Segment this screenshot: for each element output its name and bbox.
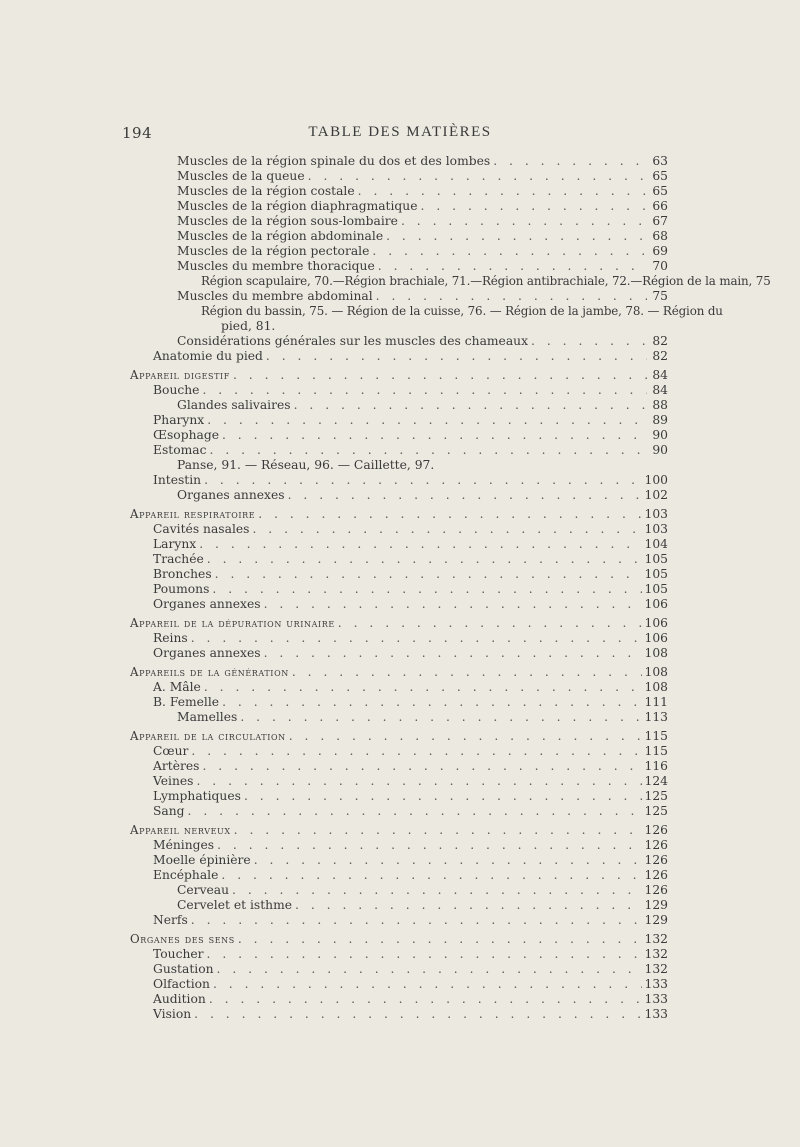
entry-label: Estomac bbox=[153, 443, 207, 457]
page-ref: 126 bbox=[644, 883, 668, 897]
dot-leader bbox=[258, 507, 641, 522]
entry-label: Reins bbox=[153, 631, 188, 645]
entry-label: Œsophage bbox=[153, 428, 219, 442]
entry-label: Muscles de la région pectorale bbox=[177, 244, 370, 258]
page-ref: 70 bbox=[652, 259, 668, 273]
entry-label: Anatomie du pied bbox=[153, 349, 263, 363]
page-ref: 105 bbox=[644, 567, 668, 581]
dot-leader bbox=[202, 759, 641, 774]
toc-section bbox=[130, 823, 668, 838]
toc-entry bbox=[153, 913, 668, 928]
entry-label: Bronches bbox=[153, 567, 212, 581]
page-ref: 100 bbox=[644, 473, 668, 487]
dot-leader bbox=[212, 582, 641, 597]
toc-subentry: pied, 81. bbox=[221, 319, 276, 333]
page-ref: 67 bbox=[652, 214, 668, 228]
toc-entry bbox=[153, 646, 668, 661]
dot-leader bbox=[254, 853, 642, 868]
page-ref: 63 bbox=[652, 154, 668, 168]
dot-leader bbox=[207, 947, 642, 962]
dot-leader bbox=[386, 229, 647, 244]
dot-leader bbox=[232, 883, 641, 898]
toc-entry bbox=[177, 154, 668, 169]
entry-label: Audition bbox=[153, 992, 206, 1006]
page-ref: 133 bbox=[644, 977, 668, 991]
entry-label: Mamelles bbox=[177, 710, 238, 724]
page-ref: 126 bbox=[644, 868, 668, 882]
toc-entry bbox=[177, 898, 668, 913]
toc-entry bbox=[153, 962, 668, 977]
toc-entry bbox=[153, 789, 668, 804]
entry-label: Organes annexes bbox=[177, 488, 285, 502]
entry-label: Muscles de la région costale bbox=[177, 184, 355, 198]
entry-label: Bouche bbox=[153, 383, 200, 397]
page-ref: 108 bbox=[644, 680, 668, 694]
page-ref: 66 bbox=[652, 199, 668, 213]
entry-label: Appareil de la dépuration urinaire bbox=[130, 616, 335, 630]
dot-leader bbox=[210, 443, 647, 458]
dot-leader bbox=[240, 710, 641, 725]
toc-entry bbox=[153, 383, 668, 398]
dot-leader bbox=[217, 962, 642, 977]
page-ref: 84 bbox=[652, 383, 668, 397]
dot-leader bbox=[264, 597, 642, 612]
toc-entry bbox=[177, 184, 668, 199]
toc-entry bbox=[153, 349, 668, 364]
page-ref: 132 bbox=[644, 947, 668, 961]
toc-entry bbox=[153, 947, 668, 962]
entry-label: Larynx bbox=[153, 537, 197, 551]
toc-entry bbox=[153, 552, 668, 567]
dot-leader bbox=[207, 552, 642, 567]
toc-entry bbox=[177, 334, 668, 349]
entry-label: Artères bbox=[153, 759, 200, 773]
toc-entry bbox=[153, 582, 668, 597]
page-ref: 108 bbox=[644, 665, 668, 679]
toc-entry bbox=[153, 597, 668, 612]
entry-label: Cerveau bbox=[177, 883, 230, 897]
dot-leader bbox=[238, 932, 642, 947]
toc-entry bbox=[177, 244, 668, 259]
toc-section bbox=[130, 729, 668, 744]
entry-label: Appareils de la génération bbox=[130, 665, 289, 679]
entry-label: Encéphale bbox=[153, 868, 219, 882]
toc-entry bbox=[177, 883, 668, 898]
dot-leader bbox=[292, 665, 642, 680]
dot-leader bbox=[221, 868, 641, 883]
page-title: TABLE DES MATIÈRES bbox=[308, 124, 492, 140]
entry-label: Appareil respiratoire bbox=[130, 507, 256, 521]
dot-leader bbox=[191, 744, 641, 759]
page-ref: 113 bbox=[644, 710, 668, 724]
page-ref: 65 bbox=[652, 184, 668, 198]
dot-leader bbox=[209, 992, 642, 1007]
dot-leader bbox=[531, 334, 647, 349]
dot-leader bbox=[244, 789, 642, 804]
toc-entry bbox=[153, 695, 668, 710]
toc-entry bbox=[153, 774, 668, 789]
dot-leader bbox=[194, 1007, 641, 1022]
toc-entry bbox=[153, 413, 668, 428]
page-ref: 129 bbox=[644, 913, 668, 927]
dot-leader bbox=[204, 680, 642, 695]
toc-entry bbox=[177, 488, 668, 503]
toc-entry bbox=[177, 710, 668, 725]
dot-leader bbox=[338, 616, 642, 631]
entry-label: Organes annexes bbox=[153, 646, 261, 660]
page-ref: 106 bbox=[644, 616, 668, 630]
dot-leader bbox=[493, 154, 647, 169]
dot-leader bbox=[217, 838, 641, 853]
dot-leader bbox=[401, 214, 647, 229]
toc-entry bbox=[177, 259, 668, 274]
dot-leader bbox=[199, 537, 641, 552]
toc-entry bbox=[153, 744, 668, 759]
page-ref: 90 bbox=[652, 428, 668, 442]
entry-label: Méninges bbox=[153, 838, 215, 852]
dot-leader bbox=[308, 169, 647, 184]
entry-label: A. Mâle bbox=[153, 680, 201, 694]
toc-entry bbox=[153, 537, 668, 552]
dot-leader bbox=[358, 184, 647, 199]
page-ref: 133 bbox=[644, 1007, 668, 1021]
page-ref: 126 bbox=[644, 853, 668, 867]
entry-label: Cavités nasales bbox=[153, 522, 250, 536]
toc-entry bbox=[177, 199, 668, 214]
dot-leader bbox=[264, 646, 642, 661]
page-ref: 69 bbox=[652, 244, 668, 258]
page-ref: 106 bbox=[644, 631, 668, 645]
toc-entry bbox=[177, 214, 668, 229]
page-ref: 82 bbox=[652, 334, 668, 348]
dot-leader bbox=[376, 289, 647, 304]
page-ref: 115 bbox=[644, 744, 668, 758]
page-ref: 129 bbox=[644, 898, 668, 912]
page-ref: 68 bbox=[652, 229, 668, 243]
entry-label: Lymphatiques bbox=[153, 789, 241, 803]
entry-label: Pharynx bbox=[153, 413, 205, 427]
entry-label: Sang bbox=[153, 804, 185, 818]
page-ref: 103 bbox=[644, 522, 668, 536]
toc-entry bbox=[153, 977, 668, 992]
page-ref: 132 bbox=[644, 962, 668, 976]
page-ref: 105 bbox=[644, 552, 668, 566]
page-header bbox=[0, 124, 800, 144]
dot-leader bbox=[196, 774, 641, 789]
entry-label: Considérations générales sur les muscles des chameaux bbox=[177, 334, 529, 348]
entry-label: Glandes salivaires bbox=[177, 398, 291, 412]
toc-entry bbox=[153, 853, 668, 868]
page-ref: 65 bbox=[652, 169, 668, 183]
entry-label: Trachée bbox=[153, 552, 204, 566]
dot-leader bbox=[202, 383, 647, 398]
page-ref: 132 bbox=[644, 932, 668, 946]
page-ref: 124 bbox=[644, 774, 668, 788]
dot-leader bbox=[191, 631, 642, 646]
entry-label: Organes annexes bbox=[153, 597, 261, 611]
page-ref: 84 bbox=[652, 368, 668, 382]
entry-label: Muscles du membre thoracique bbox=[177, 259, 375, 273]
page-ref: 104 bbox=[644, 537, 668, 551]
page-ref: 89 bbox=[652, 413, 668, 427]
dot-leader bbox=[421, 199, 647, 214]
page-ref: 111 bbox=[644, 695, 668, 709]
toc-section bbox=[130, 507, 668, 522]
dot-leader bbox=[378, 259, 647, 274]
entry-label: Moelle épinière bbox=[153, 853, 251, 867]
entry-label: Muscles de la queue bbox=[177, 169, 305, 183]
entry-label: Poumons bbox=[153, 582, 210, 596]
page-ref: 125 bbox=[644, 804, 668, 818]
toc-entry bbox=[177, 169, 668, 184]
toc-entry bbox=[153, 631, 668, 646]
page-ref: 106 bbox=[644, 597, 668, 611]
dot-leader bbox=[191, 913, 642, 928]
page-ref: 102 bbox=[644, 488, 668, 502]
entry-label: Muscles de la région spinale du dos et des lombes bbox=[177, 154, 491, 168]
toc-entry bbox=[153, 759, 668, 774]
dot-leader bbox=[294, 398, 647, 413]
dot-leader bbox=[204, 473, 641, 488]
dot-leader bbox=[233, 368, 647, 383]
entry-label: Organes des sens bbox=[130, 932, 235, 946]
page-number: 194 bbox=[122, 124, 153, 142]
entry-label: Veines bbox=[153, 774, 194, 788]
page-ref: 82 bbox=[652, 349, 668, 363]
entry-label: Appareil de la circulation bbox=[130, 729, 286, 743]
page-ref: 90 bbox=[652, 443, 668, 457]
dot-leader bbox=[222, 695, 641, 710]
page-ref: 116 bbox=[644, 759, 668, 773]
dot-leader bbox=[188, 804, 642, 819]
toc-subentry: Panse, 91. — Réseau, 96. — Caillette, 97. bbox=[177, 458, 435, 472]
entry-label: Olfaction bbox=[153, 977, 210, 991]
entry-label: Vision bbox=[153, 1007, 192, 1021]
entry-label: Muscles de la région sous-lombaire bbox=[177, 214, 398, 228]
entry-label: Intestin bbox=[153, 473, 202, 487]
entry-label: Nerfs bbox=[153, 913, 188, 927]
toc-entry bbox=[153, 804, 668, 819]
toc-subentry: Région du bassin, 75. — Région de la cuisse, 76. — Région de la jambe, 78. — Région du bbox=[201, 304, 723, 318]
toc-entry bbox=[153, 443, 668, 458]
dot-leader bbox=[289, 729, 642, 744]
toc-entry bbox=[153, 428, 668, 443]
page-ref: 108 bbox=[644, 646, 668, 660]
toc-entry bbox=[177, 289, 668, 304]
toc-subentry: Région scapulaire, 70.—Région brachiale, 71.—Région antibrachiale, 72.—Région de la main, 75 bbox=[201, 274, 771, 288]
entry-label: Cœur bbox=[153, 744, 189, 758]
toc-entry bbox=[153, 567, 668, 582]
entry-label: Muscles de la région diaphragmatique bbox=[177, 199, 418, 213]
toc-entry bbox=[153, 522, 668, 537]
dot-leader bbox=[213, 977, 642, 992]
page-ref: 126 bbox=[644, 838, 668, 852]
page-ref: 125 bbox=[644, 789, 668, 803]
entry-label: Appareil digestif bbox=[130, 368, 230, 382]
entry-label: B. Femelle bbox=[153, 695, 220, 709]
dot-leader bbox=[222, 428, 647, 443]
page-ref: 88 bbox=[652, 398, 668, 412]
page-ref: 105 bbox=[644, 582, 668, 596]
toc-section bbox=[130, 665, 668, 680]
entry-label: Toucher bbox=[153, 947, 204, 961]
dot-leader bbox=[288, 488, 642, 503]
toc-section bbox=[130, 616, 668, 631]
entry-label: Appareil nerveux bbox=[130, 823, 231, 837]
entry-label: Muscles du membre abdominal bbox=[177, 289, 373, 303]
page-ref: 103 bbox=[644, 507, 668, 521]
toc-section bbox=[130, 932, 668, 947]
page-ref: 75 bbox=[652, 289, 668, 303]
toc-section bbox=[130, 368, 668, 383]
dot-leader bbox=[252, 522, 641, 537]
entry-label: Cervelet et isthme bbox=[177, 898, 293, 912]
dot-leader bbox=[295, 898, 641, 913]
page-ref: 115 bbox=[644, 729, 668, 743]
entry-label: Gustation bbox=[153, 962, 214, 976]
toc-entry bbox=[153, 1007, 668, 1022]
dot-leader bbox=[215, 567, 642, 582]
toc-entry bbox=[153, 992, 668, 1007]
toc-entry bbox=[153, 473, 668, 488]
toc-entry bbox=[177, 229, 668, 244]
toc-entry bbox=[177, 398, 668, 413]
toc-entry bbox=[153, 838, 668, 853]
toc-entry bbox=[153, 868, 668, 883]
entry-label: Muscles de la région abdominale bbox=[177, 229, 384, 243]
toc-entry bbox=[153, 680, 668, 695]
dot-leader bbox=[234, 823, 642, 838]
dot-leader bbox=[207, 413, 647, 428]
dot-leader bbox=[266, 349, 647, 364]
dot-leader bbox=[372, 244, 647, 259]
page-ref: 126 bbox=[644, 823, 668, 837]
page-ref: 133 bbox=[644, 992, 668, 1006]
